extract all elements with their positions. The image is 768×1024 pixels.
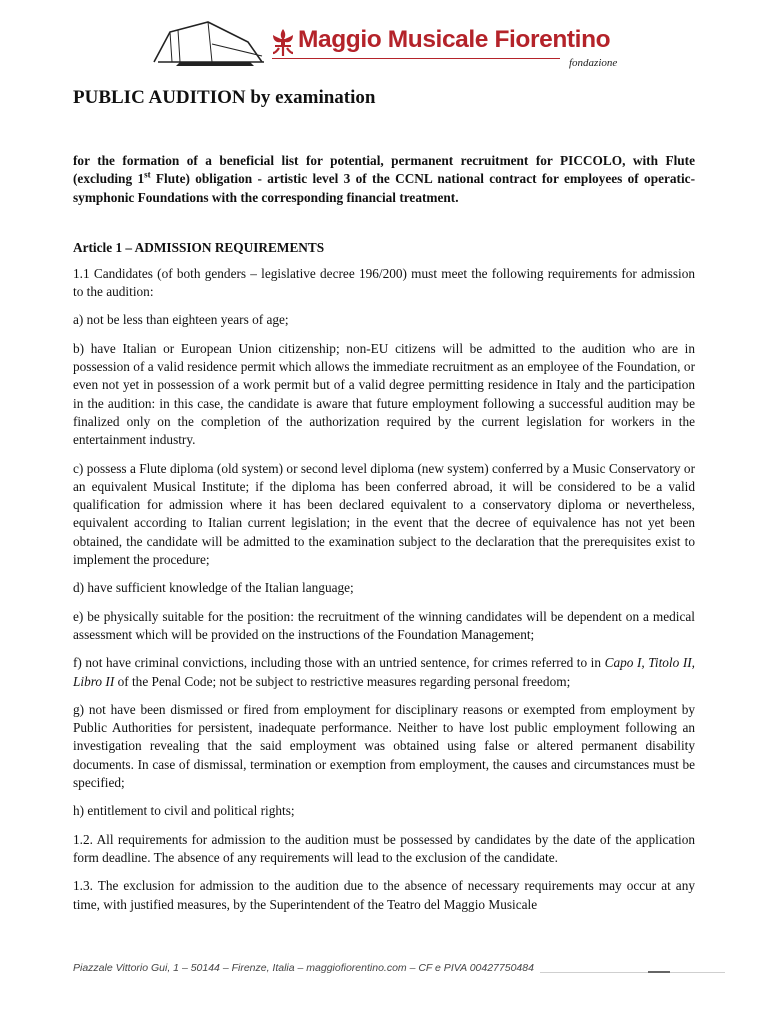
- florence-lily-icon: [271, 27, 295, 57]
- requirement-h: h) entitlement to civil and political rights;: [73, 803, 295, 819]
- brand-subtitle: fondazione: [569, 57, 618, 69]
- intro-text-part1: for the formation of a beneficial list for potential, permanent recruitment for PICCOLO, with Flute (excluding 1: [73, 153, 695, 187]
- brand-underline: [272, 58, 560, 59]
- paragraph-1-1: 1.1 Candidates (of both genders – legislative decree 196/200) must meet the following requirements for admission to the audition:: [73, 265, 695, 300]
- brand-name: Maggio Musicale Fiorentino: [298, 26, 611, 53]
- requirement-f: [73, 654, 695, 691]
- paragraph-1-3: 1.3. The exclusion for admission to the audition due to the absence of necessary requirements may occur at any time, with justified measures, by the Superintendent of the Teatro del Maggio Musicale: [73, 878, 695, 912]
- paragraph-1-2: 1.2. All requirements for admission to the audition must be possessed by candidates by the date of the application form deadline. The absence of any requirements will lead to the exclusion of the candidate.: [73, 831, 695, 865]
- document-body: [73, 84, 695, 924]
- requirement-f-italic: Capo I, Titolo II, Libro II: [73, 655, 696, 689]
- requirement-d: d) have sufficient knowledge of the Italian language;: [73, 580, 354, 596]
- article-1-heading: Article 1 – ADMISSION REQUIREMENTS: [73, 239, 325, 255]
- requirement-f-pre: f) not have criminal convictions, including those with an untried sentence, for crimes referred to in: [73, 655, 605, 671]
- requirement-g: g) not have been dismissed or fired from employment for disciplinary reasons or exempted from employment by Public Authorities for persistent, inadequate performance. Neither to have lost public employment following an investigation revealing that the said employment was obtained using false or altered permanent disability documents. In case of dismissal, termination or exemption from employment, the causes and circumstances must be specified;: [73, 701, 695, 791]
- footer-divider-mark: [648, 971, 670, 973]
- intro-text-part2: Flute) obligation - artistic level 3 of the CCNL national contract for employees of operatic-symphonic Foundations with the corresponding financial treatment.: [73, 171, 695, 205]
- footer-address: Piazzale Vittorio Gui, 1 – 50144 – Firenze, Italia – maggiofiorentino.com – CF e PIVA 00427750484: [73, 962, 534, 974]
- intro-superscript: st: [144, 169, 151, 180]
- requirement-b: b) have Italian or European Union citizenship; non-EU citizens will be admitted to the audition who are in possession of a valid residence permit which allows the immediate recruitment as an employee of the Foundation, or even not yet in possession of a work permit but of a valid degree permitting residence in Italy and the participation in the audition: in this case, the candidate is aware that future employment following a successful audition may be finalized only on the completion of the authorization required by the current legislation for workers in the entertainment industry.: [73, 340, 695, 448]
- requirement-c: c) possess a Flute diploma (old system) or second level diploma (new system) conferred by a Music Conservatory or an equivalent Musical Institute; if the diploma has been conferred abroad, it will be considered to be a valid qualification for admission where it has been declared equivalent to a conservatory diploma or nevertheless, equivalent according to Italian current legislation; in the event that the decree of equivalence has not yet been obtained, the candidate will be admitted to the examination subject to the declaration that the prerequisites exist to implement the procedure;: [73, 460, 695, 568]
- letterhead: [0, 0, 768, 80]
- footer-divider: [540, 972, 725, 973]
- requirement-a: a) not be less than eighteen years of age;: [73, 312, 289, 328]
- theatre-building-logo-icon: [150, 18, 270, 70]
- page-title: PUBLIC AUDITION by examination: [73, 87, 376, 108]
- intro-paragraph: [73, 152, 695, 207]
- requirement-f-post: of the Penal Code; not be subject to restrictive measures regarding personal freedom;: [114, 673, 571, 689]
- requirement-e: e) be physically suitable for the position: the recruitment of the winning candidates will be dependent on a medical assessment which will be provided on the instructions of the Foundation Management;: [73, 608, 695, 642]
